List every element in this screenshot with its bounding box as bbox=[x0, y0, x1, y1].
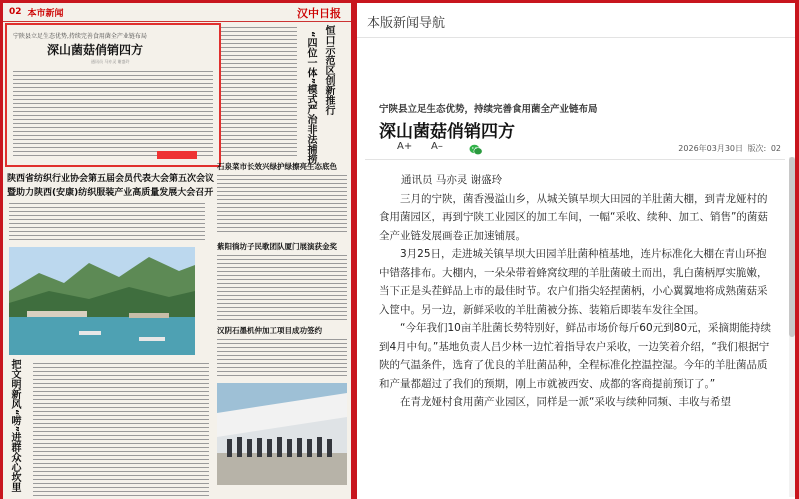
lead-byline: 通讯员 马亦灵 谢盛玲 bbox=[91, 59, 130, 64]
hanyin-article-text bbox=[217, 339, 347, 379]
article-date: 2026年03月30日 bbox=[678, 144, 744, 153]
edition-label: 版次: bbox=[747, 144, 767, 153]
lead-headline: 深山菌菇俏销四方 bbox=[47, 43, 144, 57]
newspaper-page-header bbox=[3, 3, 351, 22]
edition-number: 02 bbox=[770, 144, 781, 153]
article-kicker: 宁陕县立足生态优势，持续完善食用菌全产业链布局 bbox=[379, 104, 598, 115]
lead-article-hotspot[interactable] bbox=[5, 23, 221, 167]
vertical-headline-3[interactable]: 把文明新风“唠”进群众心坎里 bbox=[9, 359, 20, 493]
article-headline-textile-1[interactable]: 陕西省纺织行业协会第五届会员代表大会第五次会议 bbox=[7, 174, 215, 184]
vertical-headline-1[interactable]: 恒口示范区创新推行 bbox=[323, 25, 334, 115]
lead-body-text bbox=[13, 71, 213, 159]
nav-header bbox=[357, 3, 795, 38]
article-headline-textile-2[interactable]: 暨助力陕西(安康)纺织服装产业高质量发展大会召开 bbox=[7, 188, 214, 198]
wechat-share-icon[interactable] bbox=[469, 141, 483, 153]
article-body bbox=[379, 171, 777, 499]
article-headline-hanyin[interactable]: 汉阴石墨机仲加工项目成功签约 bbox=[217, 326, 322, 335]
scrollbar-thumb[interactable] bbox=[789, 157, 795, 337]
nav-title: 本版新闻导航 bbox=[367, 16, 446, 31]
article-author: 通讯员 马亦灵 谢盛玲 bbox=[401, 174, 503, 186]
article-paragraph: 在青龙娅村食用菌产业园区，同样是一派“采收与续种同频、丰收与希望 bbox=[400, 396, 731, 408]
masthead-logo: 汉中日报 bbox=[297, 7, 341, 20]
newspaper-page[interactable] bbox=[3, 3, 351, 499]
ziyang-article-text bbox=[217, 255, 347, 323]
lake-photo[interactable] bbox=[9, 247, 195, 355]
civility-article-text bbox=[33, 363, 209, 499]
article-paragraph: 3月25日，走进城关镇旱坝大田园羊肚菌种植基地，连片标准化大棚在青山环抱中错落排布。大棚内，一朵朵带着蜂窝纹理的羊肚菌破土而出，乳白菌柄厚实脆嫩，当下正是头茬鲜品上市的最佳时节。农户们指尖轻捏菌柄，小心翼翼地将成熟菌菇采入筐中。另一边，新鲜采收的羊肚菌被分拣、装箱后即装车发往全国。 bbox=[379, 248, 768, 316]
article-paragraph: 三月的宁陕，菌香漫溢山乡，从城关镇旱坝大田园的羊肚菌大棚，到青龙娅村的食用菌园区，再到宁陕工业园区的加工车间，一幅“采收、续种、加工、销售”的菌菇全产业链发展画卷正加速铺展。 bbox=[379, 192, 768, 242]
font-increase-button[interactable]: A+ bbox=[397, 141, 413, 152]
news-nav-panel bbox=[357, 3, 795, 499]
shiquan-article-text bbox=[217, 175, 347, 235]
divider bbox=[365, 159, 785, 160]
lead-photo-thumb bbox=[157, 151, 197, 159]
article-headline-shiquan[interactable]: 石泉菜市长效兴绿护绿擦亮生态底色 bbox=[217, 162, 337, 171]
article-headline-ziyang[interactable]: 紫阳徜坊子民歌团队厦门展演获金奖 bbox=[217, 242, 337, 251]
font-decrease-button[interactable]: A– bbox=[431, 141, 443, 152]
page-number: 02 bbox=[9, 7, 22, 17]
article-paragraph: “今年我们10亩羊肚菌长势特别好，鲜品市场价每斤60元到80元，采摘期能持续到4月中旬。”基地负责人吕少林一边忙着指导农户采收，一边笑着介绍，“我们根据宁陕的气温条件，选育了优良的羊肚菌品种，全程标准化控温控湿。今年的羊肚菌品质和产量都超过了我们的预期，刚上市就被西安、成都的客商提前预订了。” bbox=[379, 322, 772, 390]
lead-kicker: 宁陕县立足生态优势,持续完善食用菌全产业链布局 bbox=[13, 33, 147, 40]
article-title: 深山菌菇俏销四方 bbox=[379, 122, 515, 142]
textile-article-text bbox=[9, 203, 205, 243]
group-photo[interactable] bbox=[217, 383, 347, 485]
vertical-headline-2[interactable]: “四位一体”模式严治非法捕捞 bbox=[305, 31, 316, 165]
section-name: 本市新闻 bbox=[27, 8, 64, 19]
vertical-article-text bbox=[221, 27, 297, 159]
article-meta bbox=[676, 143, 781, 154]
